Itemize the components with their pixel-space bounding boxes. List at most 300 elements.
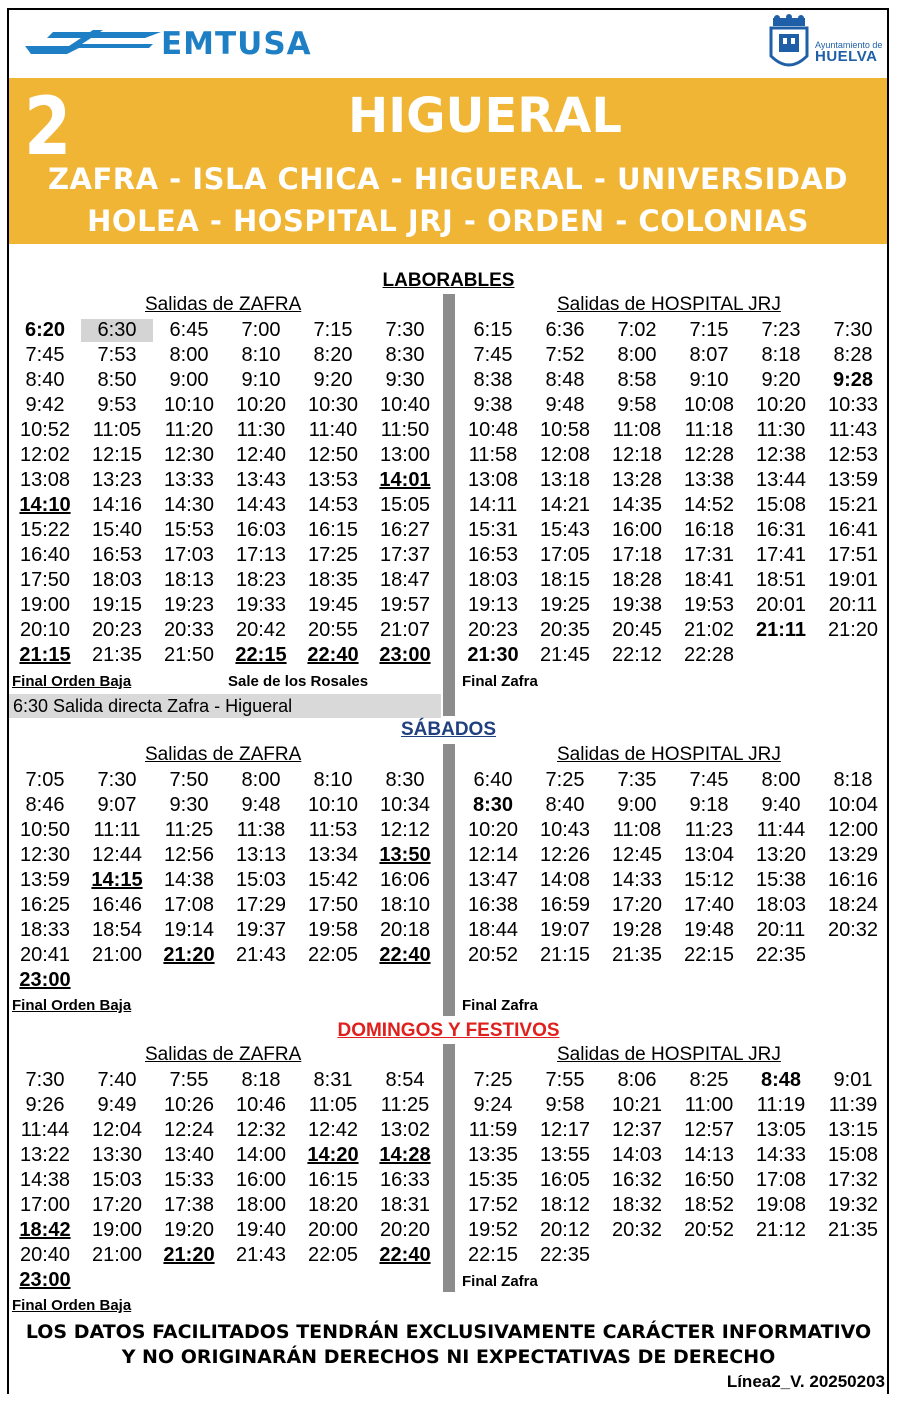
departure-time: 9:48 — [545, 394, 585, 416]
departure-time: 22:35 — [539, 1244, 591, 1266]
departure-time: 17:20 — [611, 894, 663, 916]
timetable-row — [9, 1268, 441, 1293]
departure-time: 11:43 — [828, 419, 878, 441]
departure-time: 17:50 — [19, 569, 71, 591]
departure-time: 12:45 — [611, 844, 663, 866]
departure-time: 18:03 — [91, 569, 143, 591]
departure-time: 12:00 — [827, 819, 879, 841]
departure-time: 8:40 — [25, 369, 65, 391]
timetable-row — [9, 1243, 441, 1268]
departure-time: 13:38 — [683, 469, 735, 491]
departure-time: 13:20 — [755, 844, 807, 866]
section-title-sabados: SÁBADOS — [400, 719, 496, 740]
timetable-row — [457, 468, 889, 493]
departure-time: 21:35 — [91, 644, 143, 666]
departure-time: 20:20 — [379, 1219, 431, 1241]
departure-time: 12:50 — [307, 444, 359, 466]
route-line-2: HOLEA - HOSPITAL JRJ - ORDEN - COLONIAS — [87, 204, 809, 238]
departure-time: 19:13 — [467, 594, 519, 616]
departure-time: 19:32 — [827, 1194, 879, 1216]
departure-time: 13:40 — [163, 1144, 215, 1166]
note-final-orden-baja: Final Orden Baja — [12, 673, 132, 690]
departure-time: 18:52 — [683, 1194, 735, 1216]
departure-time: 14:13 — [683, 1144, 735, 1166]
line-name: HIGUERAL — [348, 88, 622, 144]
departure-time: 7:45 — [473, 344, 513, 366]
departure-time: 10:04 — [827, 794, 879, 816]
departure-time: 15:38 — [755, 869, 807, 891]
timetable-row — [457, 418, 889, 443]
departure-time: 17:20 — [91, 1194, 143, 1216]
departure-time: 16:03 — [235, 519, 287, 541]
departure-time: 12:12 — [379, 819, 431, 841]
timetable-row — [457, 443, 889, 468]
departure-time: 8:48 — [545, 369, 585, 391]
departure-time: 9:28 — [832, 369, 874, 391]
departure-time: 11:30 — [756, 419, 806, 441]
departure-time: 8:20 — [313, 344, 353, 366]
departure-time: 10:10 — [307, 794, 359, 816]
timetable-row — [457, 1243, 889, 1268]
timetable-row — [457, 1068, 889, 1093]
departure-time: 14:33 — [611, 869, 663, 891]
departure-time: 11:23 — [684, 819, 734, 841]
departure-time: 19:07 — [539, 919, 591, 941]
departure-time: 19:58 — [307, 919, 359, 941]
section-title-domingos: DOMINGOS Y FESTIVOS — [337, 1020, 560, 1041]
departure-time: 17:18 — [611, 544, 663, 566]
departure-time: 13:47 — [467, 869, 519, 891]
departure-time: 21:35 — [827, 1219, 879, 1241]
departure-time: 8:28 — [833, 344, 873, 366]
departure-time: 19:40 — [235, 1219, 287, 1241]
departure-time: 18:35 — [307, 569, 359, 591]
departure-time: 19:20 — [163, 1219, 215, 1241]
timetable-row — [457, 618, 889, 643]
departure-time: 16:25 — [19, 894, 71, 916]
departure-time: 21:15 — [19, 644, 71, 666]
domingos-left-title: Salidas de ZAFRA — [145, 1044, 302, 1065]
timetable-row — [9, 793, 441, 818]
departure-time: 8:00 — [617, 344, 657, 366]
departure-time: 21:50 — [163, 644, 215, 666]
departure-time: 19:00 — [19, 594, 71, 616]
departure-time: 13:15 — [827, 1119, 879, 1141]
departure-time: 18:42 — [19, 1219, 71, 1241]
departure-time: 20:42 — [235, 619, 287, 641]
departure-time: 16:46 — [91, 894, 143, 916]
departure-time: 12:15 — [91, 444, 143, 466]
departure-time: 14:10 — [19, 494, 71, 516]
departure-time: 12:26 — [539, 844, 591, 866]
timetable-row — [9, 868, 441, 893]
timetable-row — [9, 918, 441, 943]
departure-time: 16:38 — [467, 894, 519, 916]
departure-time: 18:20 — [307, 1194, 359, 1216]
departure-time: 21:20 — [827, 619, 879, 641]
departure-time: 7:02 — [617, 319, 657, 341]
departure-time: 19:15 — [91, 594, 143, 616]
timetable-row — [9, 1193, 441, 1218]
departure-time: 11:00 — [684, 1094, 734, 1116]
departure-time: 16:16 — [827, 869, 879, 891]
departure-time: 10:58 — [539, 419, 591, 441]
departure-time: 8:25 — [689, 1069, 729, 1091]
departure-time: 19:14 — [163, 919, 215, 941]
departure-time: 15:21 — [827, 494, 879, 516]
departure-time: 19:00 — [91, 1219, 143, 1241]
departure-time: 8:31 — [313, 1069, 353, 1091]
departure-time: 7:55 — [169, 1069, 209, 1091]
departure-time: 18:23 — [235, 569, 287, 591]
departure-time: 13:28 — [611, 469, 663, 491]
departure-time: 16:00 — [235, 1169, 287, 1191]
departure-time: 22:15 — [235, 644, 287, 666]
timetable-row — [457, 1118, 889, 1143]
departure-time: 7:15 — [689, 319, 729, 341]
departure-time: 9:58 — [617, 394, 657, 416]
laborables-hospital-grid — [457, 318, 889, 668]
departure-time: 14:01 — [379, 469, 431, 491]
departure-time: 15:08 — [755, 494, 807, 516]
departure-time: 21:20 — [163, 1244, 215, 1266]
departure-time: 7:55 — [545, 1069, 585, 1091]
departure-time: 14:35 — [611, 494, 663, 516]
departure-time: 16:40 — [19, 544, 71, 566]
departure-time: 14:38 — [19, 1169, 71, 1191]
departure-time: 15:40 — [91, 519, 143, 541]
departure-time: 17:13 — [235, 544, 287, 566]
departure-time: 8:50 — [97, 369, 137, 391]
departure-time: 14:53 — [307, 494, 359, 516]
departure-time: 6:36 — [545, 319, 585, 341]
departure-time: 10:40 — [379, 394, 431, 416]
sabados-right-title: Salidas de HOSPITAL JRJ — [557, 744, 781, 765]
departure-time: 14:20 — [307, 1144, 359, 1166]
departure-time: 9:10 — [241, 369, 281, 391]
timetable-row — [9, 618, 441, 643]
timetable-row — [457, 768, 889, 793]
departure-time: 20:55 — [307, 619, 359, 641]
departure-time: 19:23 — [163, 594, 215, 616]
departure-time: 19:28 — [611, 919, 663, 941]
departure-time: 12:57 — [683, 1119, 735, 1141]
timetable-row — [457, 918, 889, 943]
departure-time: 11:19 — [756, 1094, 806, 1116]
departure-time: 10:48 — [467, 419, 519, 441]
departure-time: 22:28 — [683, 644, 735, 666]
departure-time: 16:15 — [307, 519, 359, 541]
timetable-row — [9, 943, 441, 968]
departure-time: 12:42 — [307, 1119, 359, 1141]
departure-time: 16:31 — [755, 519, 807, 541]
departure-time: 18:13 — [163, 569, 215, 591]
departure-time: 16:15 — [307, 1169, 359, 1191]
departure-time: 15:12 — [683, 869, 735, 891]
departure-time: 17:31 — [683, 544, 735, 566]
departure-time: 11:39 — [828, 1094, 878, 1116]
departure-time: 19:57 — [379, 594, 431, 616]
departure-time: 11:50 — [380, 419, 430, 441]
departure-time: 18:10 — [379, 894, 431, 916]
departure-time: 11:44 — [20, 1119, 70, 1141]
departure-time: 21:20 — [163, 944, 215, 966]
departure-time: 12:56 — [163, 844, 215, 866]
departure-time: 10:34 — [379, 794, 431, 816]
departure-time: 21:15 — [539, 944, 591, 966]
departure-time: 8:00 — [241, 769, 281, 791]
timetable-row — [9, 318, 441, 343]
timetable-row — [9, 418, 441, 443]
departure-time: 12:28 — [683, 444, 735, 466]
note-final-zafra: Final Zafra — [462, 673, 538, 690]
departure-time: 13:05 — [755, 1119, 807, 1141]
departure-time: 16:41 — [827, 519, 879, 541]
departure-time: 13:44 — [755, 469, 807, 491]
timetable-row — [457, 1193, 889, 1218]
departure-time: 19:38 — [611, 594, 663, 616]
route-line-1: ZAFRA - ISLA CHICA - HIGUERAL - UNIVERSIDAD — [48, 162, 848, 196]
departure-time: 12:18 — [611, 444, 663, 466]
departure-time: 7:05 — [25, 769, 65, 791]
departure-time: 8:10 — [241, 344, 281, 366]
departure-time: 16:53 — [91, 544, 143, 566]
departure-time: 17:08 — [163, 894, 215, 916]
departure-time: 12:44 — [91, 844, 143, 866]
departure-time: 13:30 — [91, 1144, 143, 1166]
timetable-row — [457, 1093, 889, 1118]
note-final-zafra: Final Zafra — [462, 1273, 538, 1290]
departure-time: 23:00 — [19, 969, 71, 991]
departure-time: 13:04 — [683, 844, 735, 866]
departure-time: 12:14 — [467, 844, 519, 866]
timetable-row — [457, 393, 889, 418]
domingos-zafra-grid — [9, 1068, 441, 1293]
departure-time: 20:11 — [756, 919, 806, 941]
departure-time: 13:59 — [827, 469, 879, 491]
company-name: EMTUSA — [161, 26, 312, 62]
departure-time: 7:25 — [473, 1069, 513, 1091]
departure-time: 12:53 — [827, 444, 879, 466]
departure-time: 6:30 — [81, 319, 153, 342]
departure-time: 8:48 — [760, 1069, 802, 1091]
departure-time: 14:00 — [235, 1144, 287, 1166]
departure-time: 14:52 — [683, 494, 735, 516]
departure-time: 9:40 — [761, 794, 801, 816]
departure-time: 9:10 — [689, 369, 729, 391]
departure-time: 7:30 — [833, 319, 873, 341]
departure-time: 14:11 — [468, 494, 518, 516]
timetable-row — [457, 793, 889, 818]
departure-time: 9:00 — [617, 794, 657, 816]
departure-time: 14:30 — [163, 494, 215, 516]
disclaimer-line-1: LOS DATOS FACILITADOS TENDRÁN EXCLUSIVAMENTE CARÁCTER INFORMATIVO — [25, 1321, 872, 1343]
departure-time: 15:53 — [163, 519, 215, 541]
departure-time: 18:47 — [379, 569, 431, 591]
departure-time: 21:12 — [755, 1219, 807, 1241]
departure-time: 10:46 — [235, 1094, 287, 1116]
departure-time: 20:52 — [467, 944, 519, 966]
departure-time: 9:07 — [97, 794, 137, 816]
timetable-row — [457, 893, 889, 918]
line-number: 2 — [24, 80, 72, 173]
departure-time: 21:43 — [235, 1244, 287, 1266]
departure-time: 17:00 — [19, 1194, 71, 1216]
departure-time: 8:46 — [25, 794, 65, 816]
version-label: Línea2_V. 20250203 — [726, 1372, 885, 1391]
header — [9, 10, 887, 78]
departure-time: 20:12 — [539, 1219, 591, 1241]
departure-time: 20:00 — [307, 1219, 359, 1241]
departure-time: 10:20 — [235, 394, 287, 416]
departure-time: 8:40 — [545, 794, 585, 816]
departure-time: 13:00 — [379, 444, 431, 466]
departure-time: 17:37 — [379, 544, 431, 566]
departure-time: 18:51 — [755, 569, 807, 591]
departure-time: 22:40 — [379, 1244, 431, 1266]
departure-time: 8:06 — [617, 1069, 657, 1091]
departure-time: 7:45 — [25, 344, 65, 366]
departure-time: 7:15 — [313, 319, 353, 341]
departure-time: 16:06 — [379, 869, 431, 891]
timetable-row — [457, 343, 889, 368]
departure-time: 11:58 — [468, 444, 518, 466]
departure-time: 10:33 — [827, 394, 879, 416]
departure-time: 10:10 — [163, 394, 215, 416]
timetable-row — [9, 818, 441, 843]
departure-time: 19:01 — [827, 569, 879, 591]
departure-time: 14:43 — [235, 494, 287, 516]
departure-time: 11:30 — [236, 419, 286, 441]
departure-time: 21:07 — [379, 619, 431, 641]
departure-time: 8:18 — [241, 1069, 281, 1091]
departure-time: 9:00 — [169, 369, 209, 391]
departure-time: 10:21 — [611, 1094, 663, 1116]
timetable-row — [9, 568, 441, 593]
note-final-zafra: Final Zafra — [462, 997, 538, 1014]
departure-time: 20:40 — [19, 1244, 71, 1266]
timetable-row — [457, 943, 889, 968]
departure-time: 22:35 — [755, 944, 807, 966]
departure-time: 16:50 — [683, 1169, 735, 1191]
departure-time: 23:00 — [19, 1269, 71, 1291]
departure-time: 14:16 — [91, 494, 143, 516]
departure-time: 19:08 — [755, 1194, 807, 1216]
departure-time: 18:24 — [827, 894, 879, 916]
departure-time: 21:00 — [91, 944, 143, 966]
departure-time: 21:45 — [539, 644, 591, 666]
departure-time: 11:38 — [236, 819, 286, 841]
laborables-zafra-grid — [9, 318, 441, 668]
timetable-row — [457, 493, 889, 518]
departure-time: 9:53 — [97, 394, 137, 416]
laborables-right-title: Salidas de HOSPITAL JRJ — [557, 294, 781, 315]
departure-time: 14:08 — [539, 869, 591, 891]
timetable-row — [457, 818, 889, 843]
departure-time: 7:45 — [689, 769, 729, 791]
departure-time: 22:40 — [307, 644, 359, 666]
departure-time: 14:03 — [611, 1144, 663, 1166]
departure-time: 13:08 — [19, 469, 71, 491]
timetable-row — [457, 318, 889, 343]
departure-time: 13:53 — [307, 469, 359, 491]
departure-time: 8:54 — [385, 1069, 425, 1091]
departure-time: 15:08 — [827, 1144, 879, 1166]
departure-time: 8:18 — [833, 769, 873, 791]
departure-time: 18:12 — [539, 1194, 591, 1216]
note-final-orden-baja: Final Orden Baja — [12, 1297, 132, 1314]
timetable-row — [9, 468, 441, 493]
departure-time: 16:18 — [683, 519, 735, 541]
timetable-row — [457, 843, 889, 868]
departure-time: 17:52 — [467, 1194, 519, 1216]
timetable-row — [9, 368, 441, 393]
departure-time: 12:37 — [611, 1119, 663, 1141]
departure-time: 13:13 — [235, 844, 287, 866]
timetable-row — [9, 343, 441, 368]
departure-time: 9:20 — [761, 369, 801, 391]
departure-time: 12:30 — [163, 444, 215, 466]
departure-time: 10:52 — [19, 419, 71, 441]
departure-time: 10:08 — [683, 394, 735, 416]
departure-time: 19:37 — [235, 919, 287, 941]
departure-time: 7:35 — [617, 769, 657, 791]
sabados-zafra-grid — [9, 768, 441, 993]
departure-time: 11:08 — [612, 419, 662, 441]
departure-time: 7:40 — [97, 1069, 137, 1091]
timetable-row — [457, 568, 889, 593]
timetable-row — [9, 843, 441, 868]
departure-time: 21:00 — [91, 1244, 143, 1266]
departure-time: 13:22 — [19, 1144, 71, 1166]
departure-time: 6:40 — [473, 769, 513, 791]
departure-time: 13:34 — [307, 844, 359, 866]
timetable-row — [9, 518, 441, 543]
departure-time: 20:41 — [19, 944, 71, 966]
departure-time: 8:07 — [689, 344, 729, 366]
departure-time: 11:40 — [308, 419, 358, 441]
departure-time: 13:35 — [467, 1144, 519, 1166]
timetable-row — [9, 1218, 441, 1243]
departure-time: 11:20 — [164, 419, 214, 441]
departure-time: 20:01 — [755, 594, 807, 616]
departure-time: 15:35 — [467, 1169, 519, 1191]
departure-time: 9:58 — [545, 1094, 585, 1116]
departure-time: 20:52 — [683, 1219, 735, 1241]
departure-time: 12:24 — [163, 1119, 215, 1141]
departure-time: 22:05 — [307, 1244, 359, 1266]
huelva-crest-icon — [767, 14, 811, 76]
departure-time: 7:30 — [385, 319, 425, 341]
departure-time: 14:28 — [379, 1144, 431, 1166]
departure-time: 16:05 — [539, 1169, 591, 1191]
departure-time: 14:15 — [91, 869, 143, 891]
section-title-laborables: LABORABLES — [382, 270, 515, 291]
departure-time: 20:11 — [828, 594, 878, 616]
departure-time: 20:45 — [611, 619, 663, 641]
departure-time: 9:38 — [473, 394, 513, 416]
disclaimer-line-2: Y NO ORIGINARÁN DERECHOS NI EXPECTATIVAS DE DERECHO — [121, 1346, 776, 1368]
departure-time: 7:30 — [25, 1069, 65, 1091]
departure-time: 11:05 — [92, 419, 142, 441]
departure-time: 17:29 — [235, 894, 287, 916]
departure-time: 9:24 — [473, 1094, 513, 1116]
departure-time: 7:00 — [241, 319, 281, 341]
departure-time: 11:05 — [308, 1094, 358, 1116]
departure-time: 13:02 — [379, 1119, 431, 1141]
departure-time: 8:10 — [313, 769, 353, 791]
departure-time: 11:25 — [380, 1094, 430, 1116]
